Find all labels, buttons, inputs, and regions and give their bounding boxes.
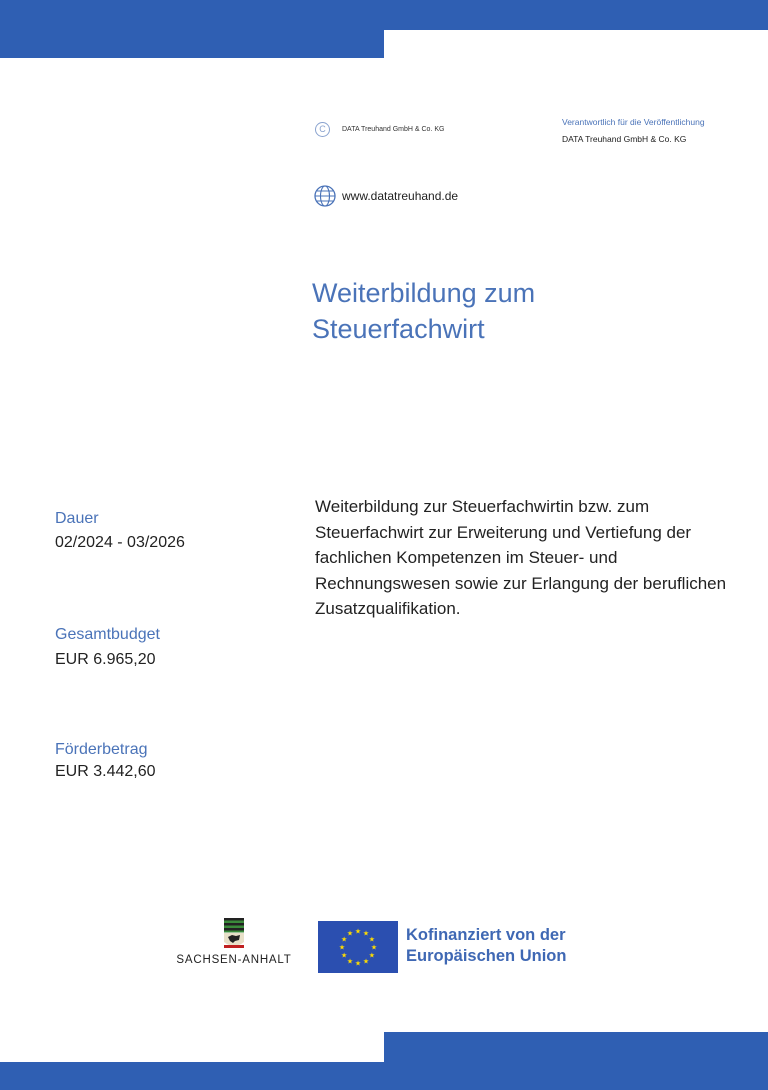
duration-label: Dauer	[55, 510, 99, 527]
responsible-label: Verantwortlich für die Veröffentlichung	[562, 117, 705, 127]
funding-value: EUR 3.442,60	[55, 763, 156, 780]
sachsen-anhalt-logo	[176, 918, 292, 966]
project-description: Weiterbildung zur Steuerfachwirtin bzw. zum Steuerfachwirt zur Erweiterung und Vertiefung der fachlichen Kompetenzen im Steuer- und Rechnungswesen sowie zur Erlangung der beruflichen Zusatzqualifikation.	[315, 497, 727, 618]
eu-star: ★	[338, 944, 346, 952]
duration-value: 02/2024 - 03/2026	[55, 534, 185, 551]
eu-star: ★	[362, 958, 370, 966]
state-name: SACHSEN-ANHALT	[176, 954, 292, 966]
copyright-icon: C	[315, 122, 330, 137]
publisher-name: DATA Treuhand GmbH & Co. KG	[342, 126, 445, 133]
eu-star: ★	[340, 936, 348, 944]
eu-flag	[318, 921, 398, 973]
eu-star: ★	[346, 930, 354, 938]
eu-star: ★	[346, 958, 354, 966]
budget-value: EUR 6.965,20	[55, 651, 156, 668]
eu-star: ★	[368, 936, 376, 944]
eu-star: ★	[340, 952, 348, 960]
responsible-name: DATA Treuhand GmbH & Co. KG	[562, 134, 687, 144]
title-line-1: Weiterbildung zum	[312, 278, 536, 308]
top-band-right	[384, 0, 768, 30]
eu-star: ★	[368, 952, 376, 960]
bottom-band-left	[0, 1062, 384, 1090]
eu-star: ★	[370, 944, 378, 952]
eu-star: ★	[354, 928, 362, 936]
eu-line-2: Europäischen Union	[406, 947, 567, 965]
funding-label: Förderbetrag	[55, 741, 148, 758]
eu-star: ★	[354, 960, 362, 968]
eu-star: ★	[362, 930, 370, 938]
top-band-left	[0, 0, 384, 58]
eu-line-1: Kofinanziert von der	[406, 926, 566, 944]
globe-icon	[314, 185, 336, 207]
budget-label: Gesamtbudget	[55, 626, 160, 643]
bottom-band-right	[384, 1032, 768, 1090]
page-title	[312, 275, 732, 347]
coat-of-arms-icon	[221, 918, 247, 950]
eu-stars-icon	[318, 921, 398, 973]
website-link[interactable]: www.datatreuhand.de	[342, 189, 459, 203]
title-line-2: Steuerfachwirt	[312, 314, 485, 344]
eu-cofunding-text	[406, 925, 566, 967]
